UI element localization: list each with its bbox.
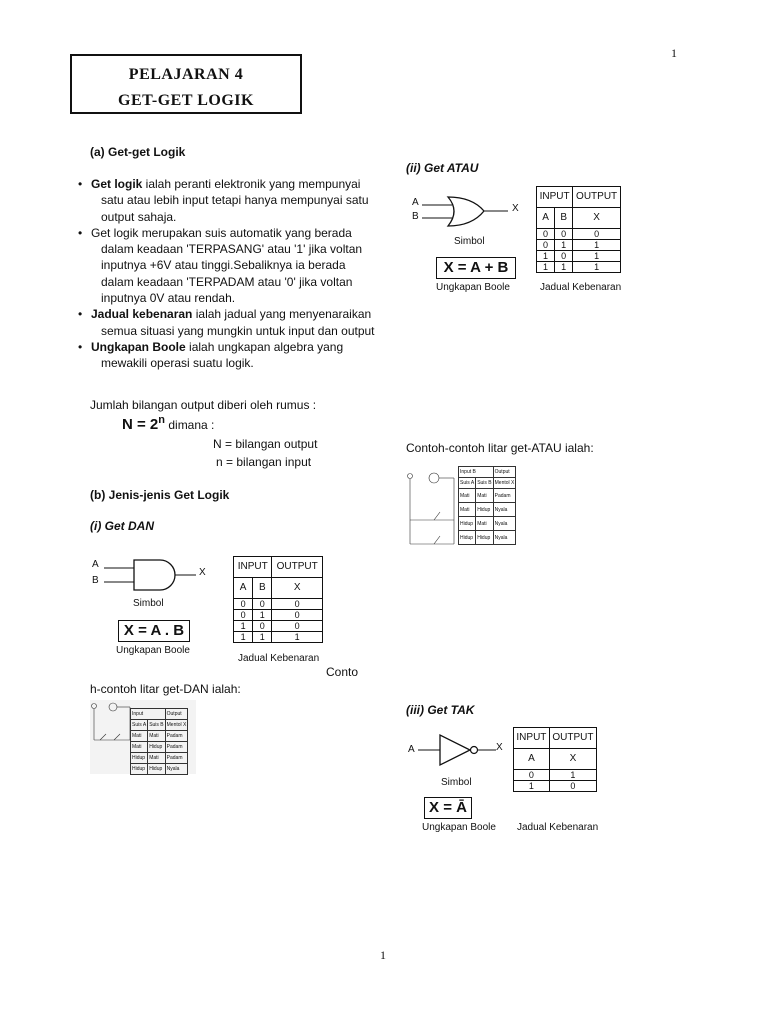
and-label-a: A bbox=[92, 559, 99, 570]
and-gate-heading: (i) Get DAN bbox=[90, 519, 154, 533]
switch-icon bbox=[100, 734, 106, 740]
table-cell: Mati bbox=[131, 742, 148, 753]
table-cell: 1 bbox=[573, 240, 621, 251]
table-cell: Mati bbox=[148, 731, 165, 742]
table-cell: Hidup bbox=[459, 517, 476, 531]
table-cell: 1 bbox=[555, 262, 573, 273]
or-circuit-diagram bbox=[404, 464, 460, 554]
table-cell: Suis A bbox=[131, 720, 148, 731]
table-cell: 0 bbox=[234, 610, 253, 621]
table-cell: Mati bbox=[459, 489, 476, 503]
table-cell: Input bbox=[131, 709, 166, 720]
table-col-x: X bbox=[272, 578, 323, 599]
table-col-x: X bbox=[549, 749, 596, 770]
bullet-text: ialah jadual yang menyenaraikan bbox=[192, 307, 372, 322]
table-cell: Mati bbox=[148, 753, 165, 764]
table-row bbox=[537, 251, 621, 262]
table-cell: 0 bbox=[555, 251, 573, 262]
table-header-output: OUTPUT bbox=[573, 187, 621, 208]
or-gate-symbol bbox=[408, 194, 528, 230]
table-cell: 1 bbox=[537, 251, 555, 262]
table-row bbox=[514, 781, 597, 792]
table-header-output: OUTPUT bbox=[549, 728, 596, 749]
bullet-cont: inputnya 0V atau rendah. bbox=[101, 291, 236, 306]
table-cell: 0 bbox=[514, 770, 550, 781]
and-label-x: X bbox=[199, 567, 206, 578]
and-expression: X = A . B bbox=[118, 620, 190, 642]
table-cell: 0 bbox=[537, 240, 555, 251]
or-truth-table bbox=[536, 186, 621, 273]
table-cell: 1 bbox=[549, 770, 596, 781]
bullet-cont: dalam keadaan 'TERPADAM atau '0' jika voltan bbox=[101, 274, 353, 289]
bullet-bold: Jadual kebenaran bbox=[91, 307, 193, 322]
table-row bbox=[234, 610, 323, 621]
table-cell: Output bbox=[493, 467, 516, 478]
table-cell: 0 bbox=[549, 781, 596, 792]
table-cell: Hidup bbox=[476, 503, 493, 517]
table-header-input: INPUT bbox=[234, 557, 272, 578]
table-cell: 1 bbox=[234, 621, 253, 632]
table-cell: Padam bbox=[165, 731, 188, 742]
and-circuit-diagram bbox=[90, 700, 134, 748]
or-table-caption: Jadual Kebenaran bbox=[540, 282, 622, 293]
not-table-caption: Jadual Kebenaran bbox=[517, 822, 599, 833]
table-header-input: INPUT bbox=[514, 728, 550, 749]
bullet-text: Get logik merupakan suis automatik yang berada bbox=[91, 225, 352, 240]
table-cell: Mati bbox=[476, 517, 493, 531]
table-cell: 1 bbox=[234, 632, 253, 643]
or-expression: X = A + B bbox=[436, 257, 516, 279]
title-line2: GET-GET LOGIK bbox=[118, 92, 254, 109]
table-cell: Nyala bbox=[493, 531, 516, 545]
bullet-item bbox=[78, 306, 378, 339]
table-cell: Hidup bbox=[131, 764, 148, 775]
or-expression-caption: Ungkapan Boole bbox=[436, 282, 510, 293]
table-row bbox=[131, 742, 188, 753]
page-number-bottom: 1 bbox=[380, 948, 386, 962]
table-cell: Padam bbox=[493, 489, 516, 503]
table-cell: Padam bbox=[165, 753, 188, 764]
switch-icon bbox=[434, 512, 440, 520]
bullet-cont: mewakili operasi suatu logik. bbox=[101, 356, 254, 371]
section-a-heading: (a) Get-get Logik bbox=[90, 145, 186, 159]
bulb-icon bbox=[109, 703, 117, 711]
table-cell: Mati bbox=[459, 503, 476, 517]
bullet-cont: semua situasi yang mungkin untuk input dan output bbox=[101, 323, 375, 338]
table-col-a: A bbox=[514, 749, 550, 770]
bullet-item bbox=[78, 176, 378, 225]
table-row bbox=[459, 517, 516, 531]
table-row bbox=[234, 632, 323, 643]
table-cell: 0 bbox=[272, 610, 323, 621]
table-row bbox=[234, 621, 323, 632]
table-cell: 0 bbox=[573, 229, 621, 240]
definition-n: n = bilangan input bbox=[216, 455, 312, 469]
and-label-b: B bbox=[92, 575, 99, 586]
table-row bbox=[537, 229, 621, 240]
table-row bbox=[537, 240, 621, 251]
formula-main: N = 2 bbox=[122, 416, 159, 433]
not-truth-table bbox=[513, 727, 597, 792]
formula bbox=[122, 414, 214, 433]
switch-icon bbox=[434, 536, 440, 544]
definition-N: N = bilangan output bbox=[213, 437, 318, 451]
table-cell: Suis A bbox=[459, 478, 476, 489]
and-truth-table bbox=[233, 556, 323, 643]
table-row bbox=[514, 770, 597, 781]
table-cell: Nyala bbox=[493, 517, 516, 531]
table-cell: 1 bbox=[514, 781, 550, 792]
table-col-b: B bbox=[253, 578, 272, 599]
table-cell: Mati bbox=[131, 731, 148, 742]
table-cell: 1 bbox=[573, 262, 621, 273]
table-col-x: X bbox=[573, 208, 621, 229]
not-label-x: X bbox=[496, 742, 503, 753]
not-gate-body bbox=[440, 735, 470, 765]
and-symbol-caption: Simbol bbox=[133, 598, 164, 609]
table-cell: Hidup bbox=[148, 764, 165, 775]
table-header-input: INPUT bbox=[537, 187, 573, 208]
formula-intro: Jumlah bilangan output diberi oleh rumus : bbox=[90, 398, 317, 412]
table-cell: 1 bbox=[573, 251, 621, 262]
page-number-top: 1 bbox=[671, 46, 677, 60]
or-symbol-caption: Simbol bbox=[454, 236, 485, 247]
and-expression-caption: Ungkapan Boole bbox=[116, 645, 190, 656]
bulb-icon bbox=[429, 473, 439, 483]
table-header-output: OUTPUT bbox=[272, 557, 323, 578]
table-cell: 1 bbox=[272, 632, 323, 643]
table-cell: Hidup bbox=[148, 742, 165, 753]
table-cell: 1 bbox=[253, 632, 272, 643]
bullet-item bbox=[78, 339, 378, 372]
table-cell: 1 bbox=[253, 610, 272, 621]
bullet-cont: output sahaja. bbox=[101, 209, 177, 224]
table-col-b: B bbox=[555, 208, 573, 229]
formula-exponent: n bbox=[158, 414, 166, 426]
bullet-item bbox=[78, 225, 378, 306]
table-cell: Suis B bbox=[476, 478, 493, 489]
or-label-a: A bbox=[412, 197, 419, 208]
table-cell: 0 bbox=[555, 229, 573, 240]
table-cell: 0 bbox=[272, 621, 323, 632]
table-cell: Hidup bbox=[459, 531, 476, 545]
not-symbol-caption: Simbol bbox=[441, 777, 472, 788]
table-cell: 0 bbox=[253, 599, 272, 610]
bullet-cont: dalam keadaan 'TERPASANG' atau '1' jika voltan bbox=[101, 242, 363, 257]
or-gate-body bbox=[448, 197, 484, 226]
not-inverter-bubble bbox=[471, 747, 478, 754]
and-circuit-table bbox=[130, 708, 188, 775]
not-expression-caption: Ungkapan Boole bbox=[422, 822, 496, 833]
table-cell: 1 bbox=[537, 262, 555, 273]
formula-where: dimana : bbox=[165, 418, 215, 432]
table-cell: Padam bbox=[165, 742, 188, 753]
table-cell: Nyala bbox=[165, 764, 188, 775]
definitions-list bbox=[78, 176, 378, 372]
and-gate-body bbox=[134, 560, 175, 590]
table-cell: Nyala bbox=[493, 503, 516, 517]
bullet-cont: inputnya +6V atau tinggi.Sebaliknya ia berada bbox=[101, 258, 346, 273]
not-expression: X = Ā bbox=[424, 797, 472, 819]
table-cell: 0 bbox=[234, 599, 253, 610]
table-row bbox=[131, 731, 188, 742]
or-label-b: B bbox=[412, 211, 419, 222]
table-cell: Output bbox=[165, 709, 188, 720]
table-cell: 1 bbox=[555, 240, 573, 251]
bullet-text: ialah ungkapan algebra yang bbox=[185, 339, 344, 354]
table-cell: 0 bbox=[253, 621, 272, 632]
table-cell: Hidup bbox=[131, 753, 148, 764]
table-col-a: A bbox=[234, 578, 253, 599]
not-label-a: A bbox=[408, 744, 415, 755]
bullet-bold: Get logik bbox=[91, 177, 143, 191]
table-row bbox=[459, 503, 516, 517]
or-circuit-table bbox=[458, 466, 516, 545]
table-row bbox=[537, 262, 621, 273]
bullet-cont: satu atau lebih input tetapi hanya mempunyai satu bbox=[101, 193, 369, 208]
and-circuit-example bbox=[90, 700, 196, 774]
and-circuit-text-1: Conto bbox=[326, 665, 359, 679]
table-cell: 0 bbox=[537, 229, 555, 240]
and-table-caption: Jadual Kebenaran bbox=[238, 653, 320, 664]
title-box bbox=[70, 54, 302, 114]
table-cell: Mentol X bbox=[165, 720, 188, 731]
switch-icon bbox=[114, 734, 120, 740]
table-cell: Hidup bbox=[476, 531, 493, 545]
table-cell: 0 bbox=[272, 599, 323, 610]
table-row bbox=[459, 489, 516, 503]
table-row bbox=[131, 764, 188, 775]
and-circuit-text-2: h-contoh litar get-DAN ialah: bbox=[90, 682, 241, 696]
or-label-x: X bbox=[512, 203, 519, 214]
title-line1: PELAJARAN 4 bbox=[128, 66, 244, 83]
not-gate-heading: (iii) Get TAK bbox=[406, 703, 475, 717]
bullet-bold: Ungkapan Boole bbox=[91, 339, 186, 354]
table-cell: Mentol X bbox=[493, 478, 516, 489]
table-cell: Suis B bbox=[148, 720, 165, 731]
table-row bbox=[131, 753, 188, 764]
or-circuit-text: Contoh-contoh litar get-ATAU ialah: bbox=[406, 441, 594, 455]
table-row bbox=[459, 531, 516, 545]
table-cell: Input B bbox=[459, 467, 494, 478]
bullet-text: ialah peranti elektronik yang mempunyai bbox=[142, 177, 361, 191]
section-b-heading: (b) Jenis-jenis Get Logik bbox=[90, 488, 230, 502]
or-circuit-example bbox=[404, 464, 520, 554]
table-col-a: A bbox=[537, 208, 555, 229]
or-gate-heading: (ii) Get ATAU bbox=[406, 161, 479, 175]
table-cell: Mati bbox=[476, 489, 493, 503]
table-row bbox=[234, 599, 323, 610]
